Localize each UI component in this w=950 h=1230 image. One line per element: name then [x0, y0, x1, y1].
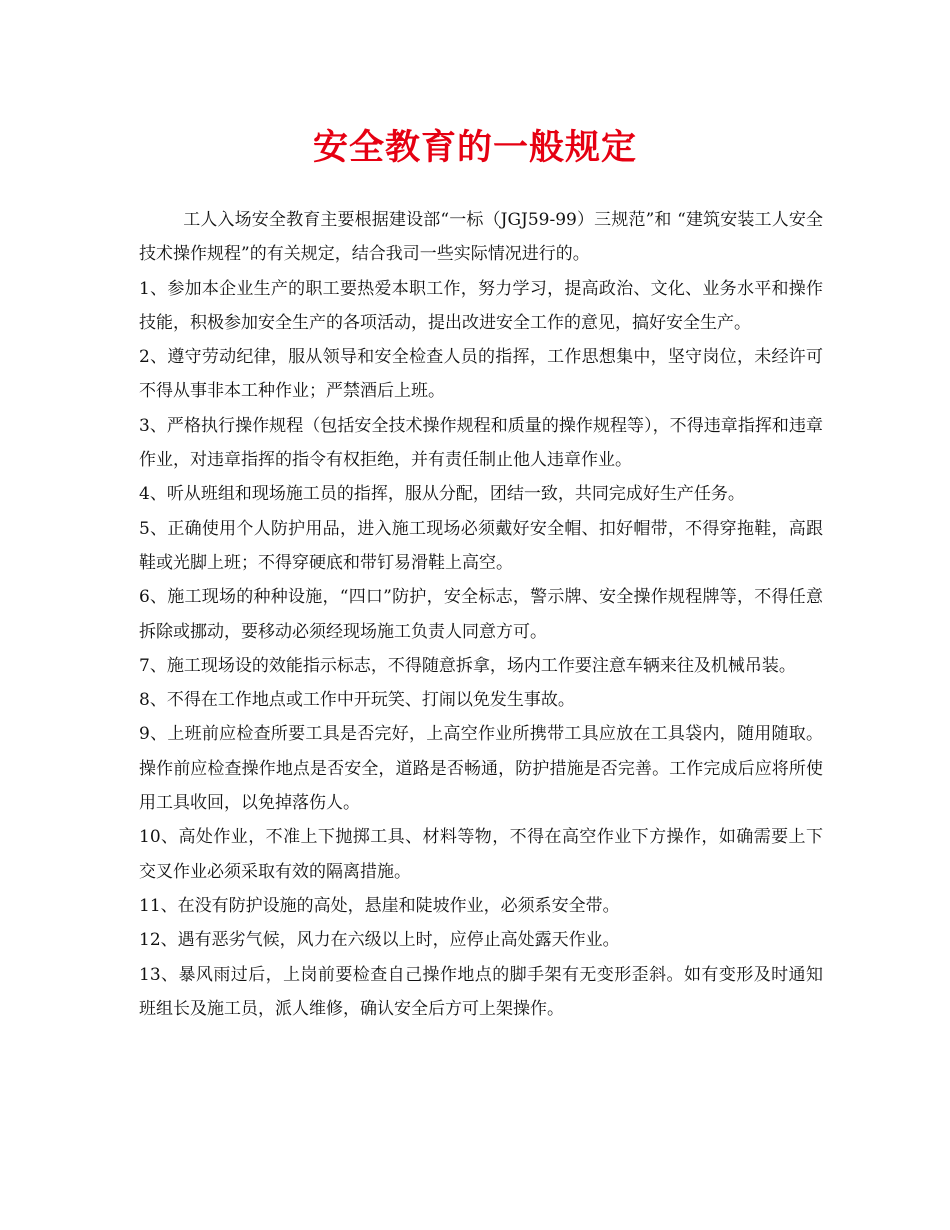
rule-item-1: 1、参加本企业生产的职工要热爱本职工作，努力学习，提高政治、文化、业务水平和操作技能，积极参加安全生产的各项活动，提出改进安全工作的意见，搞好安全生产。 — [139, 278, 823, 333]
rule-item-8: 8、不得在工作地点或工作中开玩笑、打闹以免发生事故。 — [139, 690, 575, 711]
document-body — [139, 203, 823, 1026]
document-title: 安全教育的一般规定 — [312, 127, 637, 168]
rule-item-4: 4、听从班组和现场施工员的指挥，服从分配，团结一致，共同完成好生产任务。 — [139, 484, 745, 505]
rule-item-13: 13、暴风雨过后，上岗前要检查自己操作地点的脚手架有无变形歪斜。如有变形及时通知班组长及施工员，派人维修，确认安全后方可上架操作。 — [139, 964, 823, 1019]
rule-item-9: 9、上班前应检查所要工具是否完好，上高空作业所携带工具应放在工具袋内，随用随取。操作前应检查操作地点是否安全，道路是否畅通，防护措施是否完善。工作完成后应将所使用工具收回，以免掉落伤人。 — [139, 724, 823, 814]
rule-item-3: 3、严格执行操作规程（包括安全技术操作规程和质量的操作规程等），不得违章指挥和违章作业，对违章指挥的指令有权拒绝，并有责任制止他人违章作业。 — [139, 415, 823, 471]
rule-item-11: 11、在没有防护设施的高处，悬崖和陡坡作业，必须系安全带。 — [139, 895, 620, 916]
intro-paragraph: 工人入场安全教育主要根据建设部“一标（JGJ59-99）三规范”和 “建筑安装工人安全技术操作规程”的有关规定，结合我司一些实际情况进行的。 — [139, 210, 823, 265]
rule-item-2: 2、遵守劳动纪律，服从领导和安全检查人员的指挥，工作思想集中，坚守岗位，未经许可不得从事非本工种作业；严禁酒后上班。 — [139, 347, 823, 402]
rule-item-5: 5、正确使用个人防护用品，进入施工现场必须戴好安全帽、扣好帽带，不得穿拖鞋，高跟鞋或光脚上班；不得穿硬底和带钉易滑鞋上高空。 — [139, 518, 823, 573]
rule-item-6: 6、施工现场的种种设施，“四口”防护，安全标志，警示牌、安全操作规程牌等，不得任意拆除或挪动，要移动必须经现场施工负责人同意方可。 — [139, 587, 823, 642]
rule-item-7: 7、施工现场设的效能指示标志，不得随意拆拿，场内工作要注意车辆来往及机械吊装。 — [139, 655, 796, 676]
rule-item-12: 12、遇有恶劣气候，风力在六级以上时，应停止高处露天作业。 — [139, 930, 620, 951]
rule-item-10: 10、高处作业，不准上下抛掷工具、材料等物，不得在高空作业下方操作，如确需要上下交叉作业必须采取有效的隔离措施。 — [139, 827, 823, 882]
